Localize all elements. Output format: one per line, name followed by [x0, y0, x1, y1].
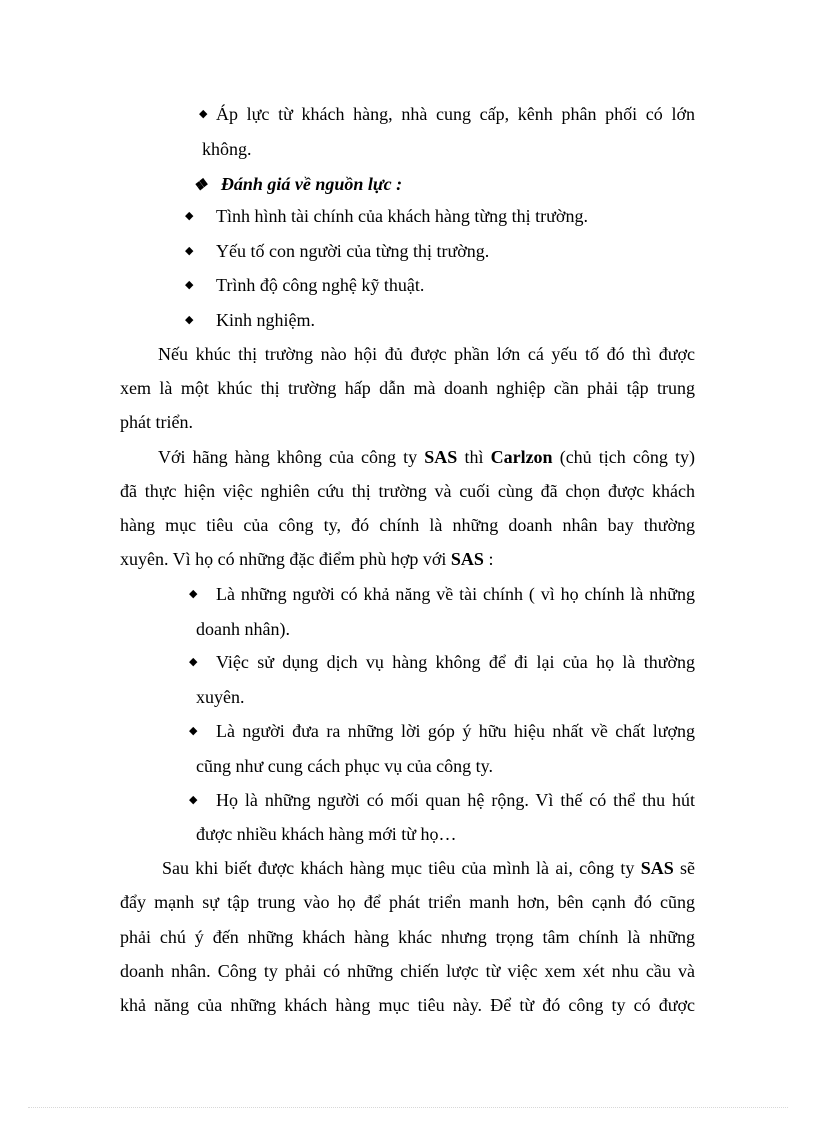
bullet-icon: ◆ [199, 108, 208, 120]
bullet-icon: ◆ [185, 279, 194, 291]
bullet-icon: ◆ [185, 245, 194, 257]
section-heading [193, 173, 402, 197]
paragraph-line [120, 548, 493, 570]
bullet-icon: ◆ [185, 314, 194, 326]
list-item: Yếu tố con người của từng thị trường. [216, 241, 490, 261]
list-item-line: Việc sử dụng dịch vụ hàng không để đi lại của họ là thường [216, 652, 695, 672]
paragraph-line: khả năng của những khách hàng mục tiêu này. Để từ đó công ty có được [120, 995, 695, 1015]
paragraph-line: đã thực hiện việc nghiên cứu thị trường và cuối cùng đã chọn được khách [120, 481, 695, 501]
paragraph-line: đẩy mạnh sự tập trung vào họ để phát triển manh hơn, bên cạnh đó cũng [120, 892, 695, 912]
list-item-line: xuyên. [196, 687, 245, 707]
company-name-sas: SAS [450, 549, 484, 569]
text-run: thì [457, 447, 491, 467]
paragraph-line: hàng mục tiêu của công ty, đó chính là những doanh nhân bay thường [120, 515, 695, 535]
list-item: Trình độ công nghệ kỹ thuật. [216, 275, 425, 295]
bullet-icon: ◆ [189, 725, 198, 737]
person-name-carlzon: Carlzon [490, 447, 553, 467]
bullet-icon: ◆ [185, 210, 194, 222]
bullet-text-line: không. [202, 139, 252, 159]
section-heading-text: Đánh giá về nguồn lực : [220, 174, 403, 194]
list-item-line: doanh nhân). [196, 619, 290, 639]
bullet-text-line: Áp lực từ khách hàng, nhà cung cấp, kênh phân phối có lớn [216, 104, 695, 124]
list-item-line: được nhiều khách hàng mới từ họ… [196, 824, 457, 844]
text-run: xuyên. Vì họ có những đặc điểm phù hợp với [120, 549, 451, 569]
list-item-line: Là người đưa ra những lời góp ý hữu hiệu nhất về chất lượng [216, 721, 695, 741]
text-run: : [483, 549, 494, 569]
paragraph-line [162, 857, 695, 879]
bullet-icon: ◆ [189, 588, 198, 600]
text-run: (chủ tịch công ty) [552, 447, 696, 467]
paragraph-line [158, 446, 695, 468]
bullet-icon: ◆ [189, 656, 198, 668]
list-item-line: Họ là những người có mối quan hệ rộng. Vì thế có thể thu hút [216, 790, 695, 810]
text-run: sẽ [673, 858, 696, 878]
company-name-sas: SAS [424, 447, 458, 467]
text-run: Sau khi biết được khách hàng mục tiêu của mình là ai, công ty [162, 858, 641, 878]
list-item-line: Là những người có khả năng về tài chính ( vì họ chính là những [216, 584, 695, 604]
diamond-bullet-icon: ❖ [193, 177, 208, 194]
page-bottom-divider [28, 1107, 788, 1108]
paragraph-line: doanh nhân. Công ty phải có những chiến lược từ việc xem xét nhu cầu và [120, 961, 695, 981]
company-name-sas: SAS [640, 858, 674, 878]
text-run: Với hãng hàng không của công ty [158, 447, 425, 467]
paragraph-line: phải chú ý đến những khách hàng khác nhưng trọng tâm chính là những [120, 927, 695, 947]
list-item: Tình hình tài chính của khách hàng từng thị trường. [216, 206, 588, 226]
list-item: Kinh nghiệm. [216, 310, 315, 330]
paragraph-line: xem là một khúc thị trường hấp dẫn mà doanh nghiệp cần phải tập trung [120, 378, 695, 398]
bullet-icon: ◆ [189, 794, 198, 806]
paragraph-line: Nếu khúc thị trường nào hội đủ được phần lớn cá yếu tố đó thì được [158, 344, 695, 364]
paragraph-line: phát triển. [120, 412, 193, 432]
list-item-line: cũng như cung cách phục vụ của công ty. [196, 756, 493, 776]
